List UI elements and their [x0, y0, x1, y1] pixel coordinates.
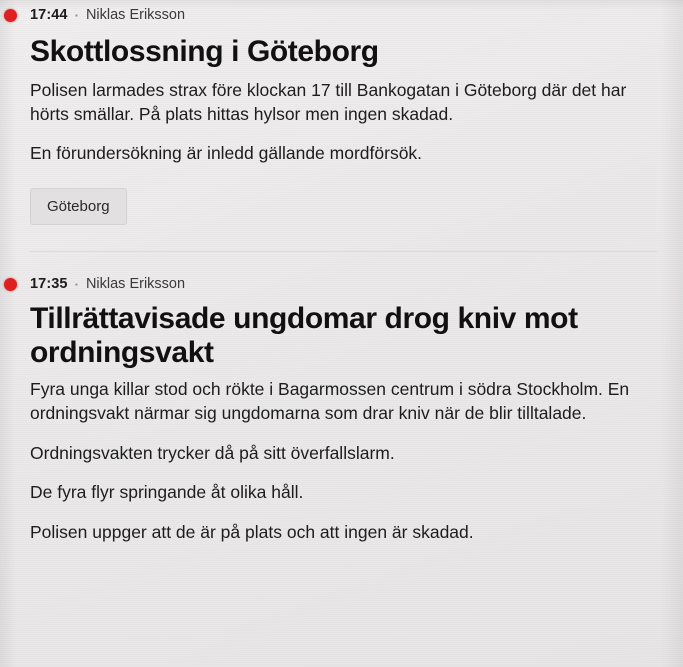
feed-item-meta — [30, 3, 657, 27]
feed-item[interactable] — [0, 272, 683, 545]
feed-item-author: Niklas Eriksson — [85, 276, 186, 293]
feed-item-tags — [30, 188, 657, 225]
feed-item-paragraph: Polisen larmades strax före klockan 17 till Bankogatan i Göteborg där det har hörts smällar. På plats hittas hylsor men ingen skadad. — [30, 80, 627, 124]
meta-separator: · — [74, 276, 79, 292]
feed-item-headline[interactable]: Tillrättavisade ungdomar drog kniv mot ordningsvakt — [30, 302, 578, 370]
meta-separator: · — [74, 7, 79, 23]
tag-chip[interactable]: Göteborg — [30, 188, 127, 225]
feed-item-paragraph: Ordningsvakten trycker då på sitt överfallslarm. — [30, 442, 395, 463]
feed-item-paragraph: De fyra flyr springande åt olika håll. — [30, 482, 304, 503]
feed-item-paragraph: En förundersökning är inledd gällande mordförsök. — [30, 143, 423, 164]
item-divider — [30, 251, 657, 252]
live-dot-icon — [4, 278, 17, 291]
feed-item-meta — [30, 272, 657, 296]
feed-item-headline[interactable]: Skottlossning i Göteborg — [30, 35, 379, 68]
live-dot-icon — [4, 9, 17, 22]
feed-item-time: 17:35 — [30, 276, 68, 293]
feed-item-paragraph: Polisen uppger att de är på plats och att ingen är skadad. — [30, 521, 474, 542]
feed-item[interactable] — [0, 3, 683, 252]
feed-item-paragraph: Fyra unga killar stod och rökte i Bagarmossen centrum i södra Stockholm. En ordningsvakt närmar sig ungdomarna som drar kniv när de blir tilltalade. — [30, 379, 630, 424]
feed-item-time: 17:44 — [30, 7, 68, 23]
feed-item-author: Niklas Eriksson — [85, 7, 186, 23]
